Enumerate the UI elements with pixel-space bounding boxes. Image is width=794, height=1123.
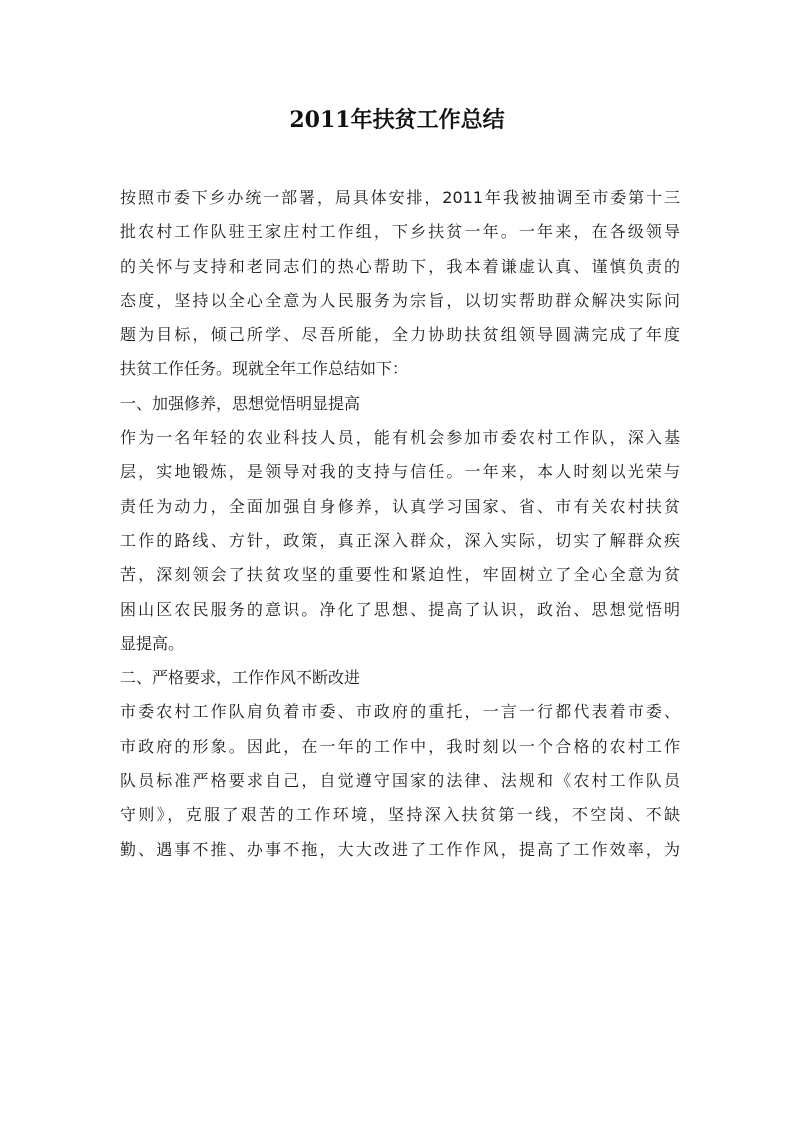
body-line: 市委农村工作队肩负着市委、市政府的重托，一言一行都代表着市委、: [120, 702, 680, 722]
body-line: 苦，深刻领会了扶贫攻坚的重要性和紧迫性，牢固树立了全心全意为贫: [120, 565, 680, 585]
body-line: 显提高。: [120, 633, 185, 653]
body-line: 作为一名年轻的农业科技人员，能有机会参加市委农村工作队，深入基: [120, 428, 680, 448]
body-line: 按照市委下乡办统一部署，局具体安排，2011年我被抽调至市委第十三: [120, 188, 680, 207]
body-line: 勤、遇事不推、办事不拖，大大改进了工作作风，提高了工作效率，为: [120, 839, 680, 859]
body-line: 的关怀与支持和老同志们的热心帮助下，我本着谦虚认真、谨慎负责的: [120, 256, 680, 276]
document-title: 2011年扶贫工作总结: [289, 107, 505, 133]
section-heading: 二、严格要求，工作作风不断改进: [120, 668, 361, 688]
body-line: 题为目标，倾己所学、尽吾所能，全力协助扶贫组领导圆满完成了年度: [120, 325, 680, 345]
document-body: [120, 181, 680, 867]
body-line: 队员标准严格要求自己，自觉遵守国家的法律、法规和《农村工作队员: [120, 771, 680, 791]
body-line: 态度，坚持以全心全意为人民服务为宗旨，以切实帮助群众解决实际问: [120, 290, 680, 310]
body-line: 工作的路线、方针，政策，真正深入群众，深入实际，切实了解群众疾: [120, 530, 680, 550]
section-heading: 一、加强修养，思想觉悟明显提高: [120, 393, 361, 413]
body-line: 市政府的形象。因此，在一年的工作中，我时刻以一个合格的农村工作: [120, 736, 680, 756]
body-line: 守则》，克服了艰苦的工作环境，坚持深入扶贫第一线，不空岗、不缺: [120, 805, 680, 825]
body-line: 批农村工作队驻王家庄村工作组，下乡扶贫一年。一年来，在各级领导: [120, 222, 680, 242]
body-line: 层，实地锻炼，是领导对我的支持与信任。一年来，本人时刻以光荣与: [120, 462, 680, 482]
body-line: 扶贫工作任务。现就全年工作总结如下：: [120, 359, 409, 379]
body-line: 困山区农民服务的意识。净化了思想、提高了认识，政治、思想觉悟明: [120, 599, 680, 619]
body-line: 责任为动力，全面加强自身修养，认真学习国家、省、市有关农村扶贫: [120, 496, 680, 516]
